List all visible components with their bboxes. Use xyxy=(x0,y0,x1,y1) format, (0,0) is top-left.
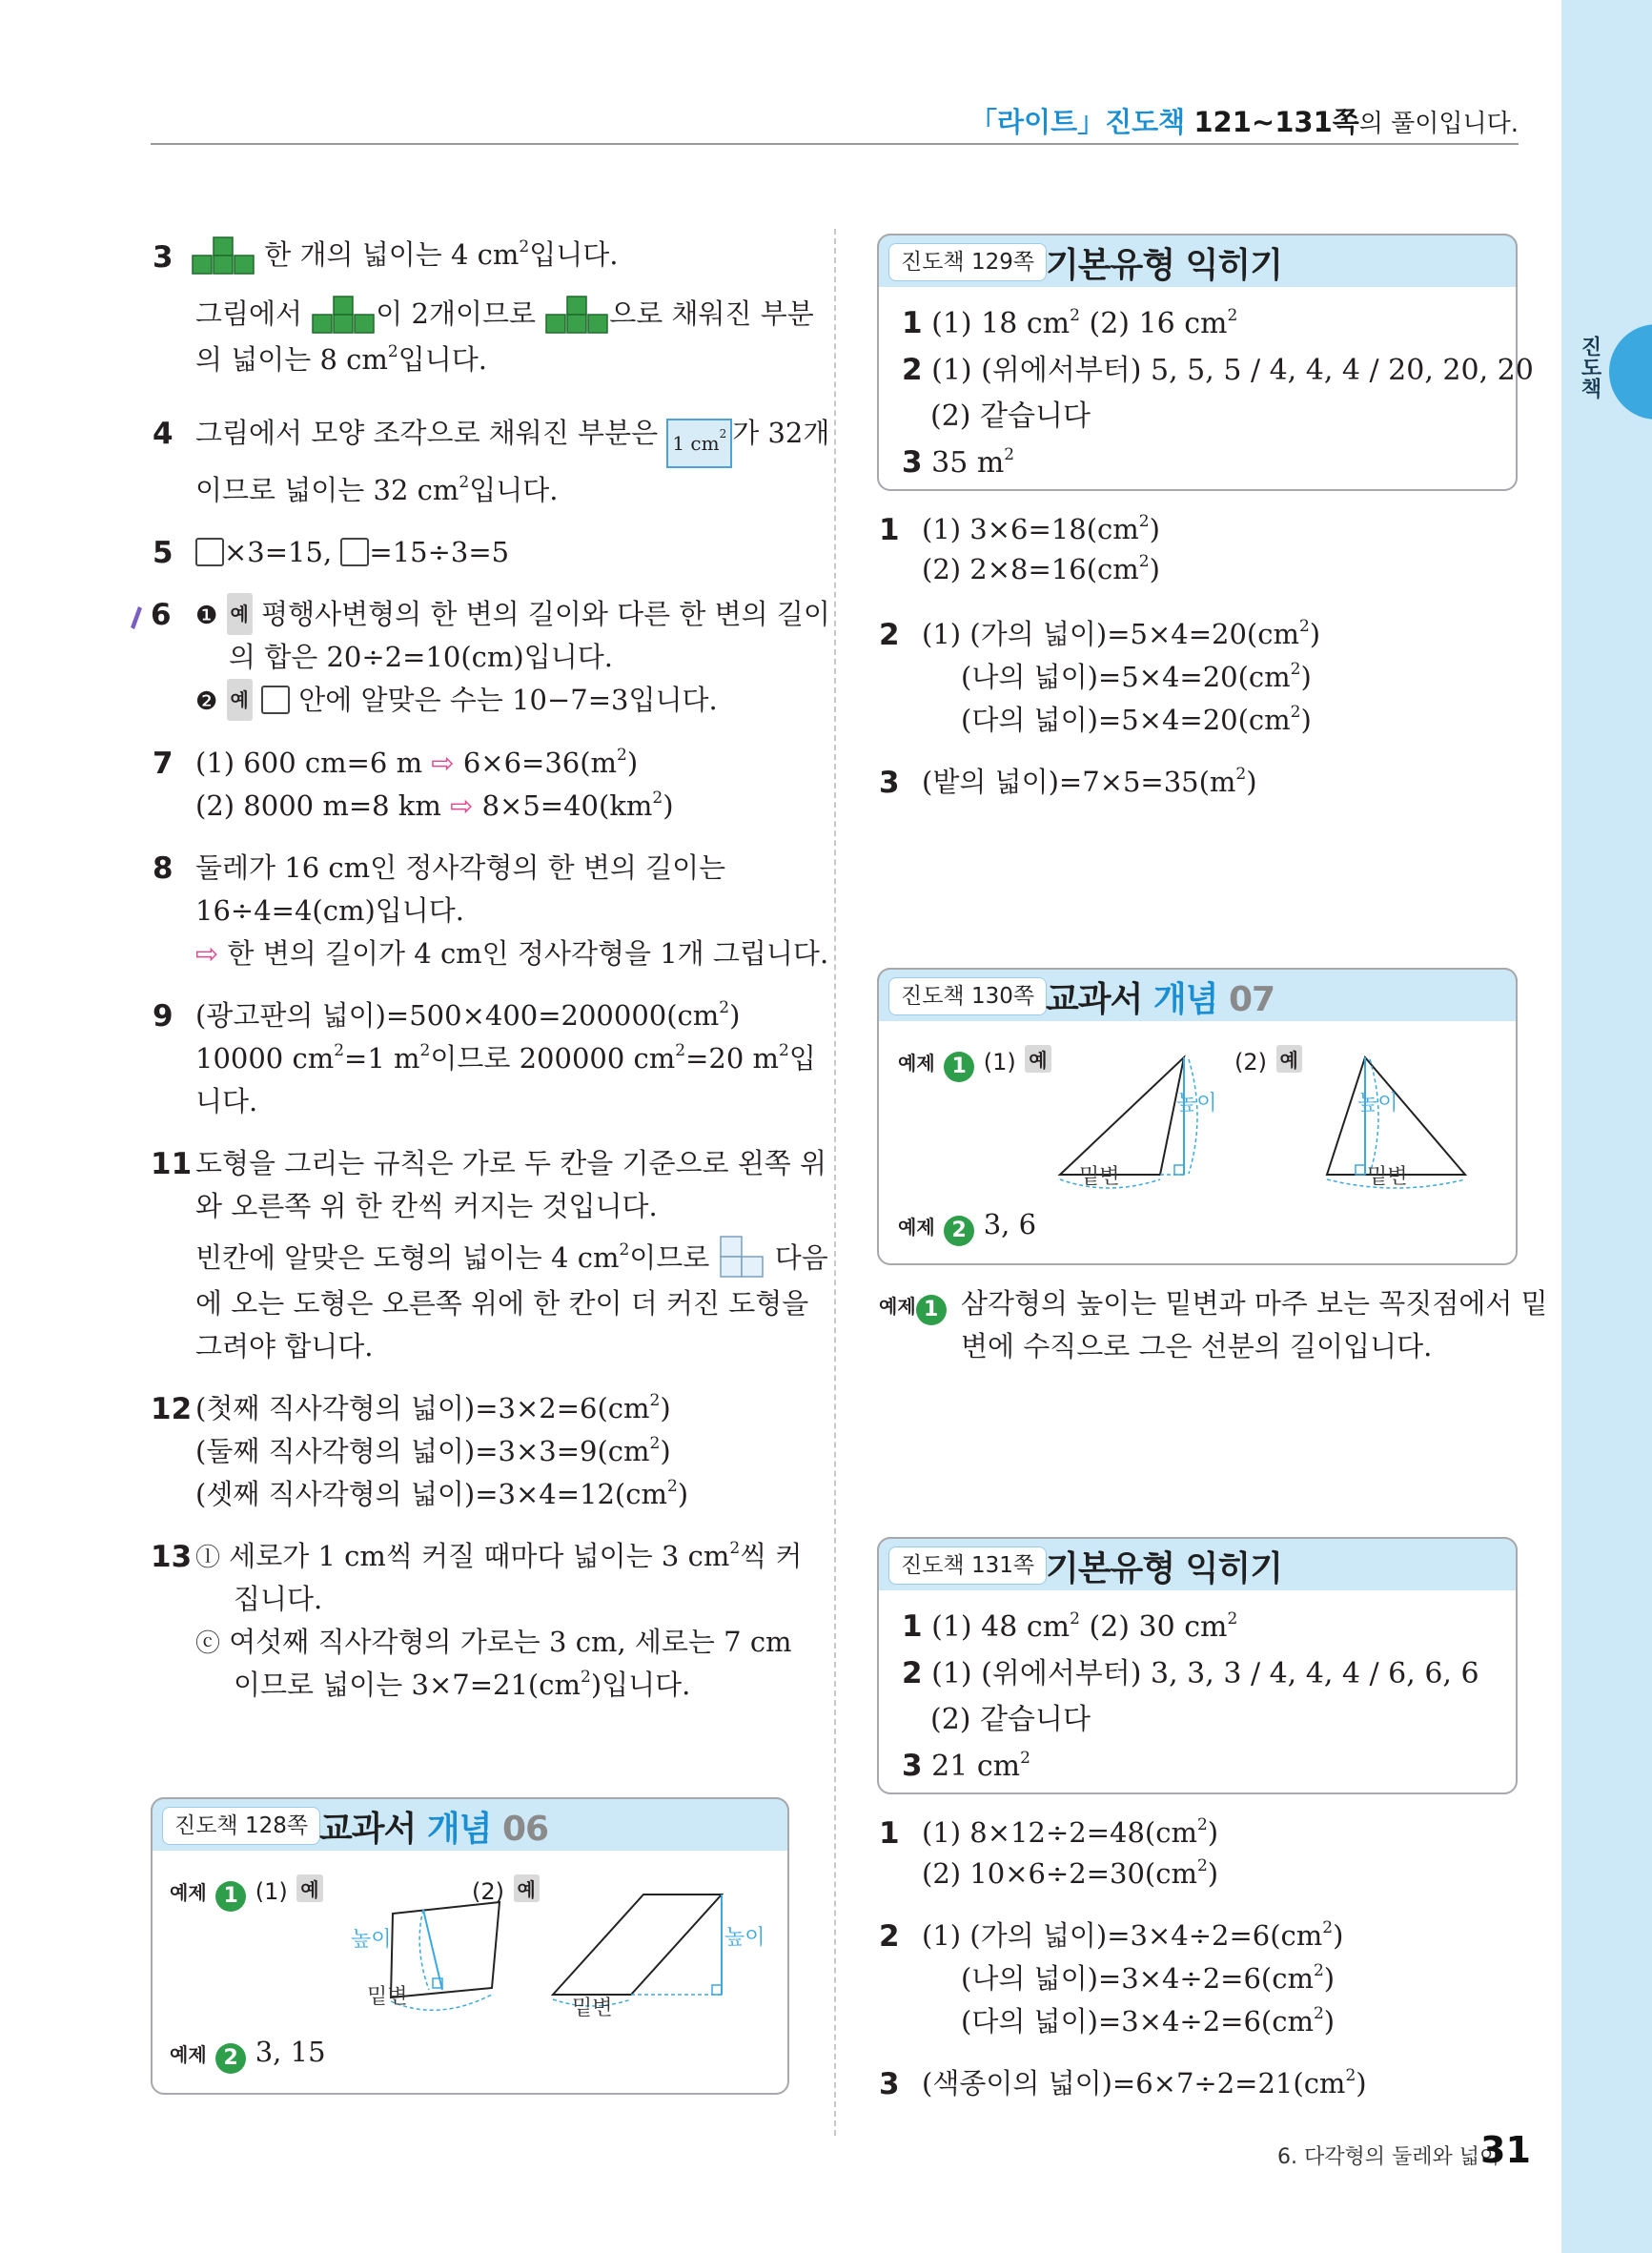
step-marker: ⓒ xyxy=(195,1629,221,1658)
problem-line: 그려야 합니다. xyxy=(195,1330,374,1362)
text: 10000 cm xyxy=(195,1042,335,1075)
grid-shape-icon xyxy=(719,1235,766,1279)
superscript: 2 xyxy=(719,427,727,440)
text: 이므로 xyxy=(629,1241,719,1274)
superscript: 2 xyxy=(729,1539,741,1558)
text: 21 cm xyxy=(931,1750,1021,1783)
box-title xyxy=(319,1802,548,1851)
text: 이므로 넓이는 32 cm xyxy=(195,474,459,506)
box-title xyxy=(1046,973,1275,1021)
problem-line xyxy=(195,994,740,1036)
green-block-piece-icon xyxy=(191,236,255,276)
example-2-label xyxy=(898,1208,1036,1246)
text: (2) 8000 m=8 km xyxy=(195,789,451,822)
problem-number: 9 xyxy=(153,999,173,1034)
text: 교과서 xyxy=(1046,980,1153,1019)
page-header xyxy=(969,101,1519,140)
problem-line xyxy=(961,699,1312,741)
text: 1 cm xyxy=(672,432,720,455)
problem-number: 12 xyxy=(151,1392,193,1426)
problem-line xyxy=(195,1621,792,1665)
superscript: 2 xyxy=(334,1041,345,1060)
text: 평행사변형의 한 변의 길이와 다른 한 변의 길이 xyxy=(252,598,830,630)
answer-number: 1 xyxy=(902,306,923,340)
superscript: 2 xyxy=(1138,512,1150,531)
answer: 3, 6 xyxy=(983,1208,1037,1240)
problem-line: 도형을 그리는 규칙은 가로 두 칸을 기준으로 왼쪽 위 xyxy=(195,1147,827,1179)
text: 이므로 넓이는 3×7=21(cm xyxy=(234,1669,581,1701)
problem-line: 에 오는 도형은 오른쪽 위에 한 칸이 더 커진 도형을 xyxy=(195,1287,809,1320)
text: ) xyxy=(660,1435,671,1467)
problem-line: 변에 수직으로 그은 선분의 길이입니다. xyxy=(961,1330,1433,1362)
header-suffix: 의 풀이입니다. xyxy=(1358,110,1519,138)
example-number: 1 xyxy=(944,1052,974,1082)
example-number: 2 xyxy=(944,1216,974,1246)
text: 이므로 200000 cm xyxy=(430,1042,676,1075)
problem-number: 8 xyxy=(153,851,173,886)
text: (1) 48 cm xyxy=(931,1610,1071,1644)
text: ×3=15, xyxy=(224,536,341,568)
text: =20 m xyxy=(685,1042,780,1075)
text: ) xyxy=(1300,704,1312,736)
problem-number: 6 xyxy=(151,598,172,632)
text: 이 2개이므로 xyxy=(376,297,545,330)
superscript: 2 xyxy=(1070,306,1080,325)
text: 씩 커 xyxy=(740,1540,803,1572)
text: ) xyxy=(1207,1816,1219,1849)
text: 예제 xyxy=(170,2043,207,2066)
text: 안에 알맞은 수는 10−7=3입니다. xyxy=(290,684,718,716)
concept-box-130 xyxy=(877,968,1518,1265)
superscript: 2 xyxy=(1004,445,1015,464)
text: 07 xyxy=(1228,980,1275,1019)
box-page-ref: 진도책 131쪽 xyxy=(888,1546,1047,1585)
superscript: 2 xyxy=(719,998,730,1017)
problem-number: 7 xyxy=(153,747,173,781)
text: ) xyxy=(1246,766,1257,798)
text: ) xyxy=(1323,1962,1336,1995)
box-header xyxy=(877,968,1518,1021)
text: (1) xyxy=(983,1049,1016,1075)
problem-line: 니다. xyxy=(195,1085,258,1117)
text: (2) 10×6÷2=30(cm xyxy=(922,1857,1197,1890)
text: 예제 xyxy=(898,1052,935,1075)
superscript: 2 xyxy=(617,746,627,765)
box-page-ref: 진도책 130쪽 xyxy=(888,977,1047,1015)
text: (2) 2×8=16(cm xyxy=(922,553,1139,585)
page-number: 31 xyxy=(1480,2129,1531,2171)
superscript: 2 xyxy=(1322,1918,1334,1937)
problem-line xyxy=(195,338,487,380)
height-label: 높이 xyxy=(1357,1092,1398,1116)
superscript: 2 xyxy=(1290,660,1301,679)
superscript: 2 xyxy=(1313,2004,1324,2023)
problem-line xyxy=(922,2062,1367,2104)
text: 한 개의 넓이는 4 cm xyxy=(255,238,520,271)
problem-line xyxy=(922,761,1257,803)
text: 다음 xyxy=(765,1241,828,1274)
text: 그림에서 xyxy=(195,297,312,330)
problem-line: 의 합은 20÷2=10(cm)입니다. xyxy=(229,641,613,673)
text: 6×6=36(m xyxy=(454,747,618,779)
text: ) xyxy=(660,1392,671,1424)
problem-line xyxy=(922,1915,1343,1956)
header-rule xyxy=(151,143,1519,145)
blank-box-icon xyxy=(261,686,290,714)
height-label: 높이 xyxy=(1176,1092,1217,1116)
text: 개념 xyxy=(1152,980,1229,1019)
superscript: 2 xyxy=(1345,2066,1356,2085)
superscript: 2 xyxy=(675,1041,686,1060)
text: (1) 8×12÷2=48(cm xyxy=(922,1816,1197,1849)
problem-line xyxy=(195,679,718,723)
arrow-icon: ⇨ xyxy=(195,937,219,970)
box-page-ref: 진도책 129쪽 xyxy=(888,243,1047,281)
superscript: 2 xyxy=(619,1240,630,1260)
text: (색종이의 넓이)=6×7÷2=21(cm xyxy=(922,2067,1346,2099)
text: (1) xyxy=(255,1878,288,1905)
superscript: 2 xyxy=(649,1434,661,1453)
text: ) xyxy=(1207,1857,1219,1890)
box-header xyxy=(151,1797,789,1851)
box-title: 기본유형 익히기 xyxy=(1046,1549,1282,1588)
problem-number: 1 xyxy=(879,513,900,547)
text: (둘째 직사각형의 넓이)=3×3=9(cm xyxy=(195,1435,650,1467)
footer-chapter: 6. 다각형의 둘레와 넓이 xyxy=(1277,2145,1500,2169)
problem-number: 5 xyxy=(153,536,173,570)
superscript: 2 xyxy=(779,1041,789,1060)
practice-box-129 xyxy=(877,234,1534,491)
superscript: 2 xyxy=(387,342,398,361)
text: ) xyxy=(1149,553,1160,585)
superscript: 2 xyxy=(1298,617,1310,636)
superscript: 2 xyxy=(1227,1609,1238,1628)
text: ) xyxy=(677,1478,689,1510)
arrow-icon: ⇨ xyxy=(431,747,455,779)
text: (2) xyxy=(472,1878,504,1905)
problem-line xyxy=(922,613,1320,655)
problem-line: 16÷4=4(cm)입니다. xyxy=(195,894,465,927)
text: (1) (위에서부터) 5, 5, 5 / 4, 4, 4 / 20, 20, 20 xyxy=(931,354,1534,387)
text: =1 m xyxy=(344,1042,420,1075)
box-header xyxy=(877,234,1518,287)
text: (광고판의 넓이)=500×400=200000(cm xyxy=(195,999,720,1032)
practice-box-131 xyxy=(877,1537,1518,1794)
text: 예제 xyxy=(170,1881,207,1904)
box-page-ref: 진도책 128쪽 xyxy=(162,1807,320,1845)
text: 개념 xyxy=(426,1810,502,1849)
section-tab-label: 진도책 xyxy=(1578,336,1601,399)
superscript: 2 xyxy=(1070,1609,1080,1628)
box-title: 기본유형 익히기 xyxy=(1046,246,1282,285)
problem-line xyxy=(234,1664,690,1706)
text: 입니다. xyxy=(469,474,559,506)
example-badge: 예 xyxy=(1276,1045,1302,1073)
problem-line: 삼각형의 높이는 밑변과 마주 보는 꼭짓점에서 밑 xyxy=(961,1287,1548,1320)
problem-number: 4 xyxy=(153,417,173,451)
problem-line xyxy=(195,1535,802,1579)
text: (밭의 넓이)=7×5=35(m xyxy=(922,766,1236,798)
text: 그림에서 모양 조각으로 채워진 부분은 xyxy=(195,417,667,449)
header-pages: 121~131쪽 xyxy=(1193,106,1359,138)
header-book: 진도책 xyxy=(1105,106,1186,138)
text: ) xyxy=(1333,1919,1344,1952)
text: )입니다. xyxy=(590,1669,691,1701)
text: ) xyxy=(1309,618,1321,650)
text: (셋째 직사각형의 넓이)=3×4=12(cm xyxy=(195,1478,667,1510)
example-badge: 예 xyxy=(296,1874,322,1902)
text: ) xyxy=(626,747,639,779)
problem-line xyxy=(195,1037,816,1079)
text: 예제 xyxy=(879,1295,916,1318)
green-block-piece-icon xyxy=(544,295,609,335)
superscript: 2 xyxy=(1235,765,1247,784)
problem-number: 13 xyxy=(151,1540,193,1574)
superscript: 2 xyxy=(649,1391,661,1410)
column-divider xyxy=(834,229,836,2136)
text: 입니다. xyxy=(529,238,619,271)
text: 여섯째 직사각형의 가로는 3 cm, 세로는 7 cm xyxy=(220,1626,792,1658)
base-label: 밑변 xyxy=(1079,1165,1120,1189)
superscript: 2 xyxy=(1290,703,1301,722)
superscript: 2 xyxy=(419,1041,431,1060)
text: 8×5=40(km xyxy=(473,789,653,822)
step-marker: ❶ xyxy=(195,602,218,630)
problem-number: 3 xyxy=(879,766,900,800)
example-badge: 예 xyxy=(227,679,253,721)
text: (나의 넓이)=3×4÷2=6(cm xyxy=(961,1962,1314,1995)
answer-number: 2 xyxy=(902,353,923,387)
blank-box-icon xyxy=(195,538,224,566)
text: ) xyxy=(1149,513,1160,545)
box-answers xyxy=(902,300,1534,486)
superscript: 2 xyxy=(1138,552,1150,571)
superscript: 2 xyxy=(459,473,470,492)
problem-line xyxy=(922,508,1160,550)
example-badge: 예 xyxy=(1025,1045,1050,1073)
superscript: 2 xyxy=(1313,1961,1324,1980)
problem-line xyxy=(195,1387,671,1429)
base-label: 밑변 xyxy=(572,1997,613,2020)
pencil-mark-icon xyxy=(127,603,144,629)
text: (1) 600 cm=6 m xyxy=(195,747,432,779)
text: ) xyxy=(729,999,741,1032)
box-answers xyxy=(902,1604,1479,1790)
text: (1) (가의 넓이)=5×4=20(cm xyxy=(922,618,1299,650)
text: (2) 같습니다 xyxy=(930,399,1091,433)
problem-line xyxy=(195,932,828,974)
superscript: 2 xyxy=(1196,1815,1208,1834)
problem-line xyxy=(961,1957,1335,1999)
example-1-label xyxy=(879,1287,947,1325)
text: 빈칸에 알맞은 도형의 넓이는 4 cm xyxy=(195,1241,620,1274)
example-number: 2 xyxy=(215,2043,246,2074)
text: (첫째 직사각형의 넓이)=3×2=6(cm xyxy=(195,1392,650,1424)
text: 가 32개 xyxy=(732,417,830,449)
text: 의 넓이는 8 cm xyxy=(195,343,388,376)
problem-number: 1 xyxy=(879,1816,900,1851)
problem-number: 2 xyxy=(879,618,900,652)
problem-line xyxy=(195,593,830,637)
arrow-icon: ⇨ xyxy=(450,789,474,822)
text: 세로가 1 cm씩 커질 때마다 넓이는 3 cm xyxy=(220,1540,730,1572)
text: (1) 18 cm xyxy=(931,307,1071,340)
superscript: 2 xyxy=(1020,1749,1030,1768)
unit-square-icon xyxy=(666,419,732,468)
text: 입니다. xyxy=(398,343,487,376)
concept-box-128 xyxy=(151,1797,789,2095)
problem-line xyxy=(195,785,674,827)
problem-number: 3 xyxy=(153,240,173,275)
problem-line xyxy=(922,548,1160,590)
text: =15÷3=5 xyxy=(369,536,510,568)
example-1-label xyxy=(898,1044,1051,1082)
problem-line xyxy=(961,656,1312,698)
problem-line xyxy=(195,412,829,468)
height-label: 높이 xyxy=(351,1928,392,1952)
base-label: 밑변 xyxy=(1367,1165,1408,1189)
step-marker: ❷ xyxy=(195,687,218,716)
text: (다의 넓이)=3×4÷2=6(cm xyxy=(961,2005,1314,2038)
superscript: 2 xyxy=(1227,306,1238,325)
problem-number: 2 xyxy=(879,1919,900,1954)
superscript: 2 xyxy=(1196,1856,1208,1875)
problem-line xyxy=(195,1430,671,1472)
header-brand: 「라이트」 xyxy=(969,106,1106,138)
problem-number: 11 xyxy=(151,1147,193,1181)
text: 입 xyxy=(788,1042,816,1075)
answer-number: 3 xyxy=(902,445,923,480)
text: (다의 넓이)=5×4=20(cm xyxy=(961,704,1291,736)
text: ) xyxy=(1300,661,1312,693)
text: 교과서 xyxy=(319,1810,427,1849)
problem-line xyxy=(922,1812,1218,1854)
problem-line xyxy=(922,1853,1218,1895)
problem-line xyxy=(191,234,618,276)
problem-line xyxy=(195,293,814,335)
superscript: 2 xyxy=(580,1668,591,1687)
example-badge: 예 xyxy=(227,593,253,635)
text: ) xyxy=(1356,2067,1367,2099)
green-block-piece-icon xyxy=(311,295,376,335)
text: (1) 3×6=18(cm xyxy=(922,513,1139,545)
text: (2) xyxy=(1234,1049,1267,1075)
text: (1) (가의 넓이)=3×4÷2=6(cm xyxy=(922,1919,1323,1952)
problem-line xyxy=(961,2000,1335,2042)
problem-line xyxy=(195,742,638,784)
height-label: 높이 xyxy=(724,1926,765,1950)
example-1-label xyxy=(170,1874,323,1912)
text: 35 m xyxy=(931,446,1005,480)
answer-number: 1 xyxy=(902,1609,923,1644)
step-marker: ⓛ xyxy=(195,1544,221,1572)
text: (2) 30 cm xyxy=(1089,1610,1228,1644)
superscript: 2 xyxy=(666,1477,678,1496)
example-badge: 예 xyxy=(514,1874,540,1902)
base-label: 밑변 xyxy=(367,1985,408,2009)
problem-line xyxy=(195,1235,828,1279)
text: (나의 넓이)=5×4=20(cm xyxy=(961,661,1291,693)
text: 한 변의 길이가 4 cm인 정사각형을 1개 그립니다. xyxy=(218,937,829,970)
answer-number: 2 xyxy=(902,1656,923,1690)
answer-number: 3 xyxy=(902,1749,923,1783)
text: (2) 16 cm xyxy=(1089,307,1228,340)
answer: 3, 15 xyxy=(255,2036,326,2068)
text: 예제 xyxy=(898,1216,935,1239)
example-number: 1 xyxy=(215,1881,246,1912)
blank-box-icon xyxy=(340,538,369,566)
problem-line: 둘레가 16 cm인 정사각형의 한 변의 길이는 xyxy=(195,851,726,884)
problem-line xyxy=(195,1473,688,1515)
example-number: 1 xyxy=(916,1295,947,1325)
superscript: 2 xyxy=(519,237,530,256)
problem-line: 와 오른쪽 위 한 칸씩 커지는 것입니다. xyxy=(195,1190,658,1222)
problem-line xyxy=(195,531,509,573)
text: (1) (위에서부터) 3, 3, 3 / 4, 4, 4 / 6, 6, 6 xyxy=(931,1657,1479,1690)
problem-line: 집니다. xyxy=(234,1583,323,1615)
problem-line xyxy=(195,469,558,511)
text: 06 xyxy=(501,1810,549,1849)
superscript: 2 xyxy=(652,789,663,808)
box-header xyxy=(877,1537,1518,1590)
text: ) xyxy=(663,789,674,822)
text: ) xyxy=(1323,2005,1336,2038)
text: 으로 채워진 부분 xyxy=(609,297,814,330)
text: (2) 같습니다 xyxy=(930,1703,1091,1736)
example-2-label xyxy=(170,2036,326,2074)
problem-number: 3 xyxy=(879,2067,900,2101)
